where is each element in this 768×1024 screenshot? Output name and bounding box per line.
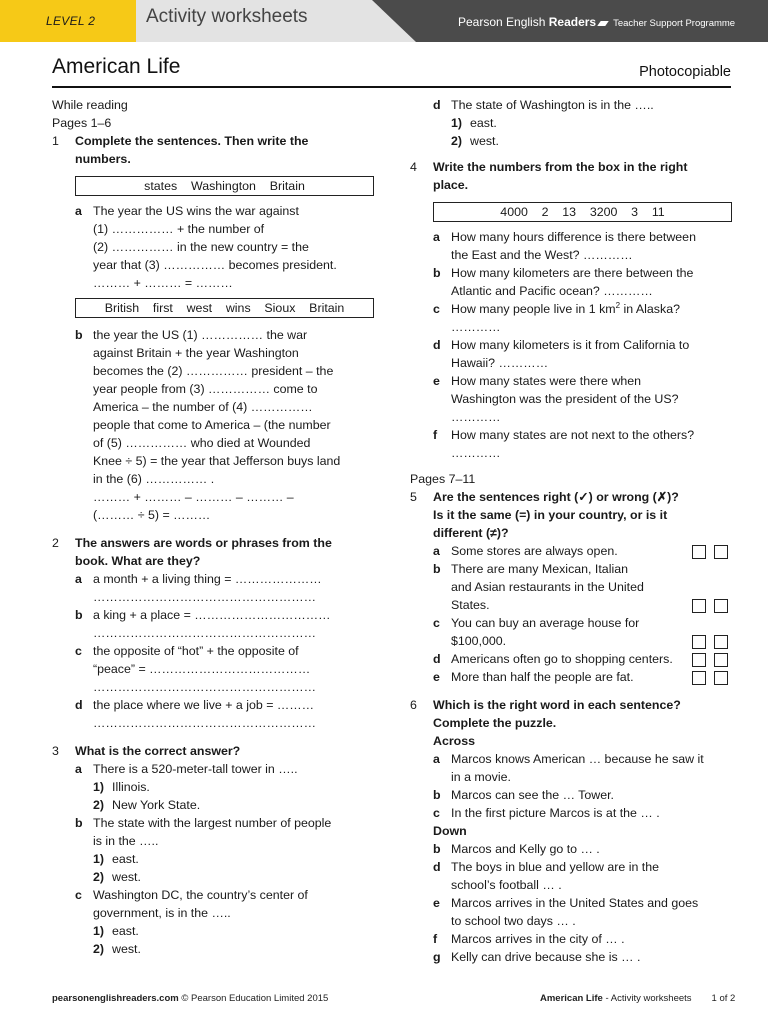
down-g: [410, 948, 732, 966]
item-text: In the first picture Marcos is at the … .: [451, 806, 660, 820]
item-label: e: [433, 896, 440, 910]
item-4c: [410, 300, 732, 336]
answer-line: ………………………………………………: [93, 716, 317, 730]
question-number: 6: [410, 698, 417, 712]
option-number: 1): [451, 116, 463, 130]
item-text: More than half the people are fat.: [451, 670, 634, 684]
photocopiable-label: Photocopiable: [639, 64, 731, 80]
question-text: What is the correct answer?: [75, 744, 241, 758]
right-wrong-checkbox[interactable]: [692, 635, 706, 649]
down-f: [410, 930, 732, 948]
option-text: east.: [470, 116, 497, 130]
across-a: [410, 750, 732, 786]
item-label: b: [75, 816, 83, 830]
item-text: school’s football … .: [451, 878, 562, 892]
question-text: Complete the puzzle.: [433, 716, 557, 730]
option-1: [410, 114, 732, 132]
answer-line: ………………………………………………: [93, 680, 317, 694]
same-different-checkbox[interactable]: [714, 653, 728, 667]
item-text: a king + a place = ……………………………: [93, 608, 331, 622]
question-number: 4: [410, 160, 417, 174]
answer-line: ………………………………………………: [93, 626, 317, 640]
item-5d: [410, 650, 732, 668]
item-text: Hawaii? …………: [451, 356, 549, 370]
same-different-checkbox[interactable]: [714, 599, 728, 613]
item-label: d: [433, 98, 441, 112]
item-text: How many states were there when: [451, 374, 642, 388]
item-text: a month + a living thing = …………………: [93, 572, 322, 586]
question-5: [410, 488, 732, 542]
item-text: Marcos arrives in the United States and goes: [451, 896, 699, 910]
item-text: The state of Washington is in the …..: [451, 98, 654, 112]
question-text: book. What are they?: [75, 554, 201, 568]
item-5c: [410, 614, 732, 650]
item-label: a: [75, 204, 82, 218]
item-text: The boys in blue and yellow are in the: [451, 860, 660, 874]
item-4f: [410, 426, 732, 462]
option-2: [52, 796, 374, 814]
footer-site-link[interactable]: pearsonenglishreaders.com: [52, 993, 179, 1004]
question-number: 1: [52, 134, 59, 148]
item-text: Marcos arrives in the city of … .: [451, 932, 625, 946]
answer-line: ………………………………………………: [93, 590, 317, 604]
level-label: LEVEL 2: [46, 14, 96, 28]
question-text: place.: [433, 178, 469, 192]
pen-icon: [597, 21, 609, 26]
same-different-checkbox[interactable]: [714, 671, 728, 685]
item-text: the year the US (1) …………… the war: [93, 328, 308, 342]
item-label: d: [433, 338, 441, 352]
down-heading-wrap: [410, 822, 732, 840]
across-b: [410, 786, 732, 804]
item-text: of (5) …………… who died at Wounded: [93, 436, 311, 450]
item-text: the East and the West? …………: [451, 248, 633, 262]
item-text: States.: [451, 598, 490, 612]
item-2a: [52, 570, 374, 606]
question-3: [52, 742, 374, 760]
item-text: and Asian restaurants in the United: [451, 580, 644, 594]
option-text: New York State.: [112, 798, 201, 812]
question-4: [410, 158, 732, 222]
item-5a: [410, 542, 732, 560]
item-text: (1) …………… + the number of: [93, 222, 265, 236]
right-column: [410, 96, 732, 966]
item-1b: [52, 326, 374, 524]
left-column: [52, 96, 374, 958]
right-wrong-checkbox[interactable]: [692, 545, 706, 559]
item-3b: [52, 814, 374, 850]
down-d: [410, 858, 732, 894]
footer-suffix: - Activity worksheets: [602, 993, 692, 1004]
item-text: government, is in the …..: [93, 906, 231, 920]
footer-copyright: © Pearson Education Limited 2015: [178, 993, 329, 1004]
level-badge: [0, 0, 136, 42]
item-2b: [52, 606, 374, 642]
item-text: year people from (3) …………… come to: [93, 382, 318, 396]
item-text: (2) …………… in the new country = the: [93, 240, 309, 254]
item-3a: [52, 760, 374, 778]
pages-heading: Pages 1–6: [52, 116, 112, 130]
item-text: How many hours difference is there between: [451, 230, 696, 244]
item-text: The year the US wins the war against: [93, 204, 299, 218]
item-text: Washington DC, the country’s center of: [93, 888, 308, 902]
item-5e: [410, 668, 732, 686]
item-label: a: [75, 762, 82, 776]
while-reading-heading: While reading: [52, 98, 128, 112]
item-label: b: [433, 562, 441, 576]
option-number: 1): [93, 924, 105, 938]
item-2c: [52, 642, 374, 696]
item-text: people that come to America – (the number: [93, 418, 331, 432]
page-number: 1 of 2: [711, 993, 736, 1004]
question-text: Complete the sentences. Then write the: [75, 134, 309, 148]
item-text: How many kilometers is it from California to: [451, 338, 690, 352]
brand-prefix: Pearson English: [458, 15, 549, 29]
right-wrong-checkbox[interactable]: [692, 671, 706, 685]
word-box: states Washington Britain: [75, 176, 374, 196]
item-label: c: [433, 616, 440, 630]
question-text: Write the numbers from the box in the right: [433, 160, 688, 174]
across-c: [410, 804, 732, 822]
item-text: to school two days … .: [451, 914, 576, 928]
item-text: ……… + ……… = ………: [93, 276, 233, 290]
item-text-part: in Alaska?: [620, 302, 680, 316]
item-text: in a movie.: [451, 770, 511, 784]
option-number: 1): [93, 852, 105, 866]
item-5b: [410, 560, 732, 614]
question-1: [52, 132, 374, 196]
word-box: British first west wins Sioux Britain: [75, 298, 374, 318]
option-number: 1): [93, 780, 105, 794]
item-text: Marcos can see the … Tower.: [451, 788, 614, 802]
superscript: 2: [615, 300, 621, 310]
item-label: c: [75, 644, 82, 658]
item-text: Atlantic and Pacific ocean? …………: [451, 284, 653, 298]
item-text: the place where we live + a job = ………: [93, 698, 315, 712]
title-divider: [52, 86, 731, 88]
option-text: west.: [112, 942, 141, 956]
question-number: 2: [52, 536, 59, 550]
page-title: American Life: [52, 55, 181, 78]
item-4a: [410, 228, 732, 264]
checkbox-pair: [692, 599, 732, 613]
question-number: 3: [52, 744, 59, 758]
item-text: becomes the (2) …………… president – the: [93, 364, 334, 378]
item-3d: [410, 96, 732, 114]
brand-logo: [458, 13, 735, 33]
option-text: east.: [112, 924, 139, 938]
checkbox-pair: [692, 671, 732, 685]
item-text: $100,000.: [451, 634, 507, 648]
option-2: [52, 868, 374, 886]
option-1: [52, 850, 374, 868]
right-wrong-checkbox[interactable]: [692, 599, 706, 613]
item-label: b: [75, 328, 83, 342]
item-text: (……… ÷ 5) = ………: [93, 508, 211, 522]
question-number: 5: [410, 490, 417, 504]
option-number: 2): [93, 870, 105, 884]
item-text: How many states are not next to the others?: [451, 428, 695, 442]
item-text: How many kilometers are there between the: [451, 266, 694, 280]
item-text: year that (3) …………… becomes president.: [93, 258, 337, 272]
item-text: There are many Mexican, Italian: [451, 562, 628, 576]
item-label: e: [433, 374, 440, 388]
item-label: b: [75, 608, 83, 622]
option-1: [52, 922, 374, 940]
item-label: f: [433, 428, 438, 442]
item-label: a: [433, 230, 440, 244]
item-4b: [410, 264, 732, 300]
answer-line: …………: [451, 410, 501, 424]
right-wrong-checkbox[interactable]: [692, 653, 706, 667]
item-text: The state with the largest number of people: [93, 816, 332, 830]
item-label: c: [433, 302, 440, 316]
option-text: west.: [112, 870, 141, 884]
question-text: Is it the same (=) in your country, or is it: [433, 508, 668, 522]
item-label: e: [433, 670, 440, 684]
down-e: [410, 894, 732, 930]
item-text: in the (6) …………… .: [93, 472, 215, 486]
item-text: Marcos and Kelly go to … .: [451, 842, 600, 856]
programme-label: Teacher Support Programme: [613, 18, 736, 29]
option-number: 2): [93, 798, 105, 812]
footer-right: [540, 990, 735, 1008]
option-text: east.: [112, 852, 139, 866]
item-text: Kelly can drive because she is … .: [451, 950, 641, 964]
item-label: b: [433, 842, 441, 856]
item-text: ……… + ……… – ……… – ……… –: [93, 490, 294, 504]
item-label: b: [433, 788, 441, 802]
option-2: [52, 940, 374, 958]
question-text: Are the sentences right (✓) or wrong (✗)?: [433, 490, 679, 504]
item-text: Americans often go to shopping centers.: [451, 652, 673, 666]
question-text: numbers.: [75, 152, 131, 166]
footer-left: [52, 990, 328, 1008]
item-label: g: [433, 950, 441, 964]
item-text: against Britain + the year Washington: [93, 346, 299, 360]
item-text-part: How many people live in 1 km: [451, 302, 616, 316]
option-2: [410, 132, 732, 150]
item-text: Knee ÷ 5) = the year that Jefferson buys land: [93, 454, 341, 468]
item-label: c: [75, 888, 82, 902]
item-text: Some stores are always open.: [451, 544, 618, 558]
item-label: a: [75, 572, 82, 586]
same-different-checkbox[interactable]: [714, 545, 728, 559]
checkbox-pair: [692, 545, 732, 559]
across-heading: Across: [433, 734, 476, 748]
question-2: [52, 534, 374, 570]
checkbox-pair: [692, 635, 732, 649]
item-text: is in the …..: [93, 834, 159, 848]
item-4d: [410, 336, 732, 372]
item-text: There is a 520-meter-tall tower in …..: [93, 762, 298, 776]
down-heading: Down: [433, 824, 467, 838]
option-1: [52, 778, 374, 796]
same-different-checkbox[interactable]: [714, 635, 728, 649]
item-1a: [52, 202, 374, 292]
item-label: c: [433, 806, 440, 820]
item-text: Washington was the president of the US?: [451, 392, 679, 406]
item-text: You can buy an average house for: [451, 616, 640, 630]
item-3c: [52, 886, 374, 922]
answer-line: …………: [451, 446, 501, 460]
section-title: Activity worksheets: [146, 6, 308, 27]
word-box-wrap: [52, 298, 374, 318]
item-label: d: [433, 652, 441, 666]
item-label: b: [433, 266, 441, 280]
item-label: d: [433, 860, 441, 874]
down-b: [410, 840, 732, 858]
question-text: The answers are words or phrases from the: [75, 536, 332, 550]
option-number: 2): [451, 134, 463, 148]
item-text: the opposite of “hot” + the opposite of: [93, 644, 299, 658]
option-number: 2): [93, 942, 105, 956]
item-text: America – the number of (4) ……………: [93, 400, 313, 414]
footer-title: American Life: [540, 993, 603, 1004]
header-band: [0, 0, 768, 42]
option-text: west.: [470, 134, 499, 148]
number-box: 4000 2 13 3200 3 11: [433, 202, 732, 222]
item-2d: [52, 696, 374, 732]
item-text: Marcos knows American … because he saw it: [451, 752, 704, 766]
item-label: a: [433, 752, 440, 766]
item-label: d: [75, 698, 83, 712]
item-4e: [410, 372, 732, 426]
pages-heading: Pages 7–11: [410, 472, 476, 486]
question-text: Which is the right word in each sentence?: [433, 698, 681, 712]
checkbox-pair: [692, 653, 732, 667]
item-text: “peace” = …………………………………: [93, 662, 311, 676]
question-6: [410, 696, 732, 750]
brand-bold: Readers: [548, 15, 597, 29]
item-label: f: [433, 932, 438, 946]
answer-line: …………: [451, 320, 501, 334]
item-label: a: [433, 544, 440, 558]
item-text: [451, 300, 732, 318]
question-text: different (≠)?: [433, 526, 509, 540]
option-text: Illinois.: [112, 780, 150, 794]
